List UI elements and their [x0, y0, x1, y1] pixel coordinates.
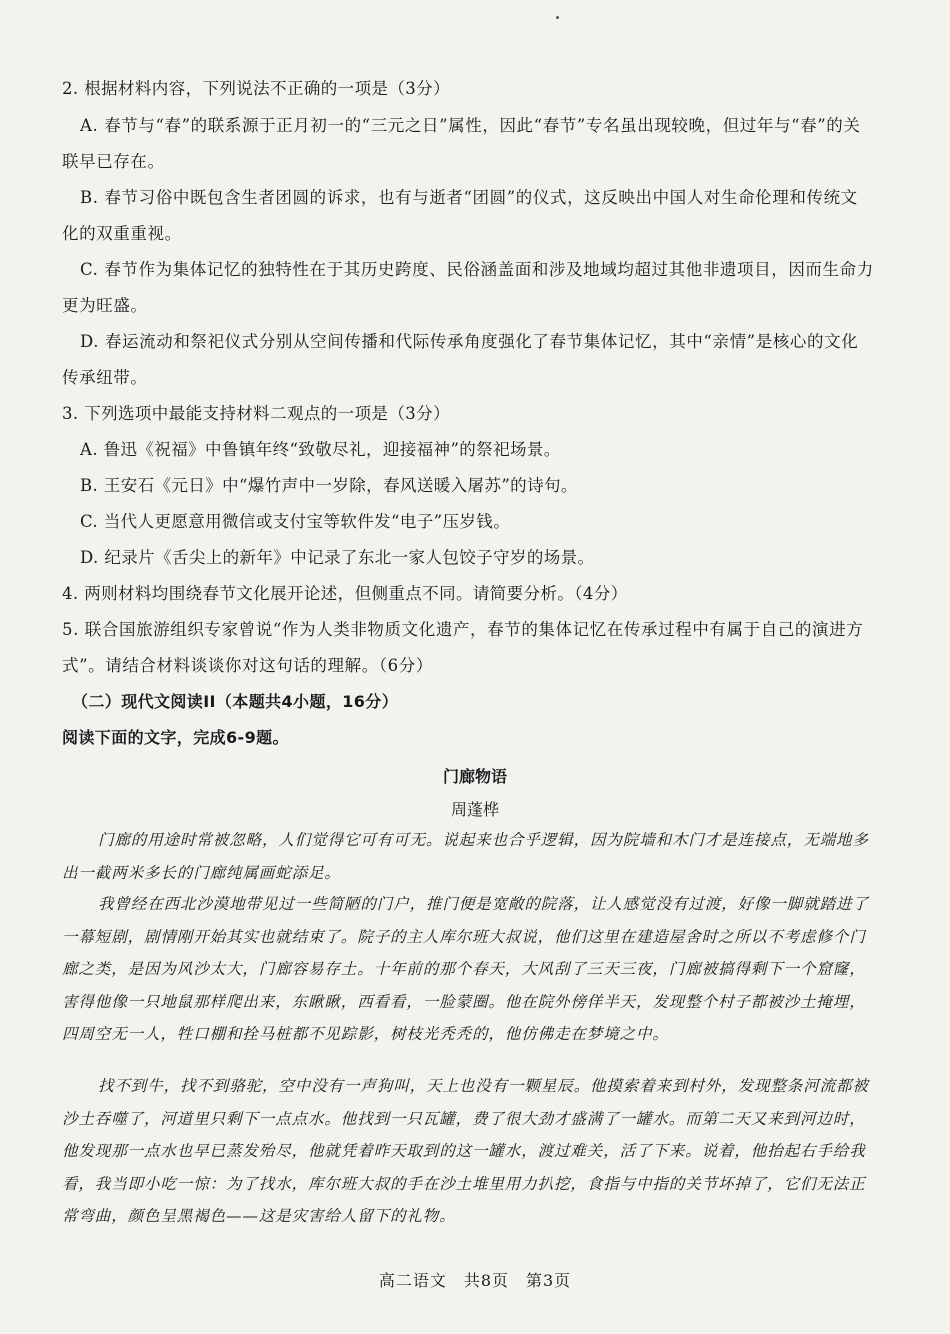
section-heading: （二）现代文阅读II（本题共4小题，16分）: [72, 692, 399, 711]
q3-stem: 3. 下列选项中最能支持材料二观点的一项是（3分）: [62, 404, 450, 423]
article-paragraph-2: 我曾经在西北沙漠地带见过一些简陋的门户，推门便是宽敞的院落，让人感觉没有过渡，好像一脚就踏进了一幕短剧，剧情刚开始其实也就结束了。院子的主人库尔班大叔说，他们这里在建造屋舍时之所以不考虑修个门廊之类，是因为风沙太大，门廊容易存土。十年前的那个春天，大风刮了三天三夜，门廊被搞得剩下一个窟窿，害得他像一只地鼠那样爬出来，东瞅瞅，西看看，一脸蒙圈。他在院外傍佯半天，发现整个村子都被沙土掩埋，四周空无一人，牲口棚和拴马桩都不见踪影，树枝光秃秃的，他仿佛走在梦境之中。: [62, 895, 869, 1043]
q3-option-a: A. 鲁迅《祝福》中鲁镇年终“致敬尽礼，迎接福神”的祭祀场景。: [80, 440, 561, 459]
article-paragraph-3: 找不到牛，找不到骆驼，空中没有一声狗叫，天上也没有一颗星辰。他摸索着来到村外，发现整条河流都被沙土吞噬了，河道里只剩下一点点水。他找到一只瓦罐，费了很大劲才盛满了一罐水。而第二天又来到河边时，他发现那一点水也早已蒸发殆尽，他就凭着昨天取到的这一罐水，渡过难关，活了下来。说着，他抬起右手给我看，我当即小吃一惊：为了找水，库尔班大叔的手在沙土堆里用力扒挖，食指与中指的关节坏掉了，它们无法正常弯曲，颜色呈黑褐色——这是灾害给人留下的礼物。: [62, 1077, 869, 1225]
section-instruction: 阅读下面的文字，完成6-9题。: [62, 728, 289, 747]
q3-option-b: B. 王安石《元日》中“爆竹声中一岁除，春风送暖入屠苏”的诗句。: [80, 476, 578, 495]
q5-text: 5. 联合国旅游组织专家曾说“作为人类非物质文化遗产，春节的集体记忆在传承过程中有属于自己的演进方式”。请结合材料谈谈你对这句话的理解。（6分）: [62, 620, 864, 675]
q3-option-c: C. 当代人更愿意用微信或支付宝等软件发“电子”压岁钱。: [80, 512, 511, 531]
q2-option-a: A. 春节与“春”的联系源于正月初一的“三元之日”属性，因此“春节”专名虽出现较晚，但过年与“春”的关联早已存在。: [62, 116, 861, 171]
page-footer: 高二语文 共8页 第3页: [378, 1271, 572, 1290]
q4-text: 4. 两则材料均围绕春节文化展开论述，但侧重点不同。请简要分析。（4分）: [62, 584, 628, 603]
article-title: 门廊物语: [442, 767, 507, 786]
q2-option-d: D. 春运流动和祭祀仪式分别从空间传播和代际传承角度强化了春节集体记忆，其中“亲情”是核心的文化传承纽带。: [62, 332, 859, 387]
article-author: 周蓬桦: [450, 800, 499, 819]
scan-speck: [556, 16, 559, 19]
q2-option-c: C. 春节作为集体记忆的独特性在于其历史跨度、民俗涵盖面和涉及地域均超过其他非遗项目，因而生命力更为旺盛。: [62, 260, 874, 315]
article-paragraph-1: 门廊的用途时常被忽略，人们觉得它可有可无。说起来也合乎逻辑，因为院墙和木门才是连接点，无端地多出一截两米多长的门廊纯属画蛇添足。: [62, 831, 869, 882]
q3-option-d: D. 纪录片《舌尖上的新年》中记录了东北一家人包饺子守岁的场景。: [80, 548, 595, 567]
q2-option-b: B. 春节习俗中既包含生者团圆的诉求，也有与逝者“团圆”的仪式，这反映出中国人对生命伦理和传统文化的双重重视。: [62, 188, 858, 243]
q2-stem: 2. 根据材料内容，下列说法不正确的一项是（3分）: [62, 79, 450, 98]
